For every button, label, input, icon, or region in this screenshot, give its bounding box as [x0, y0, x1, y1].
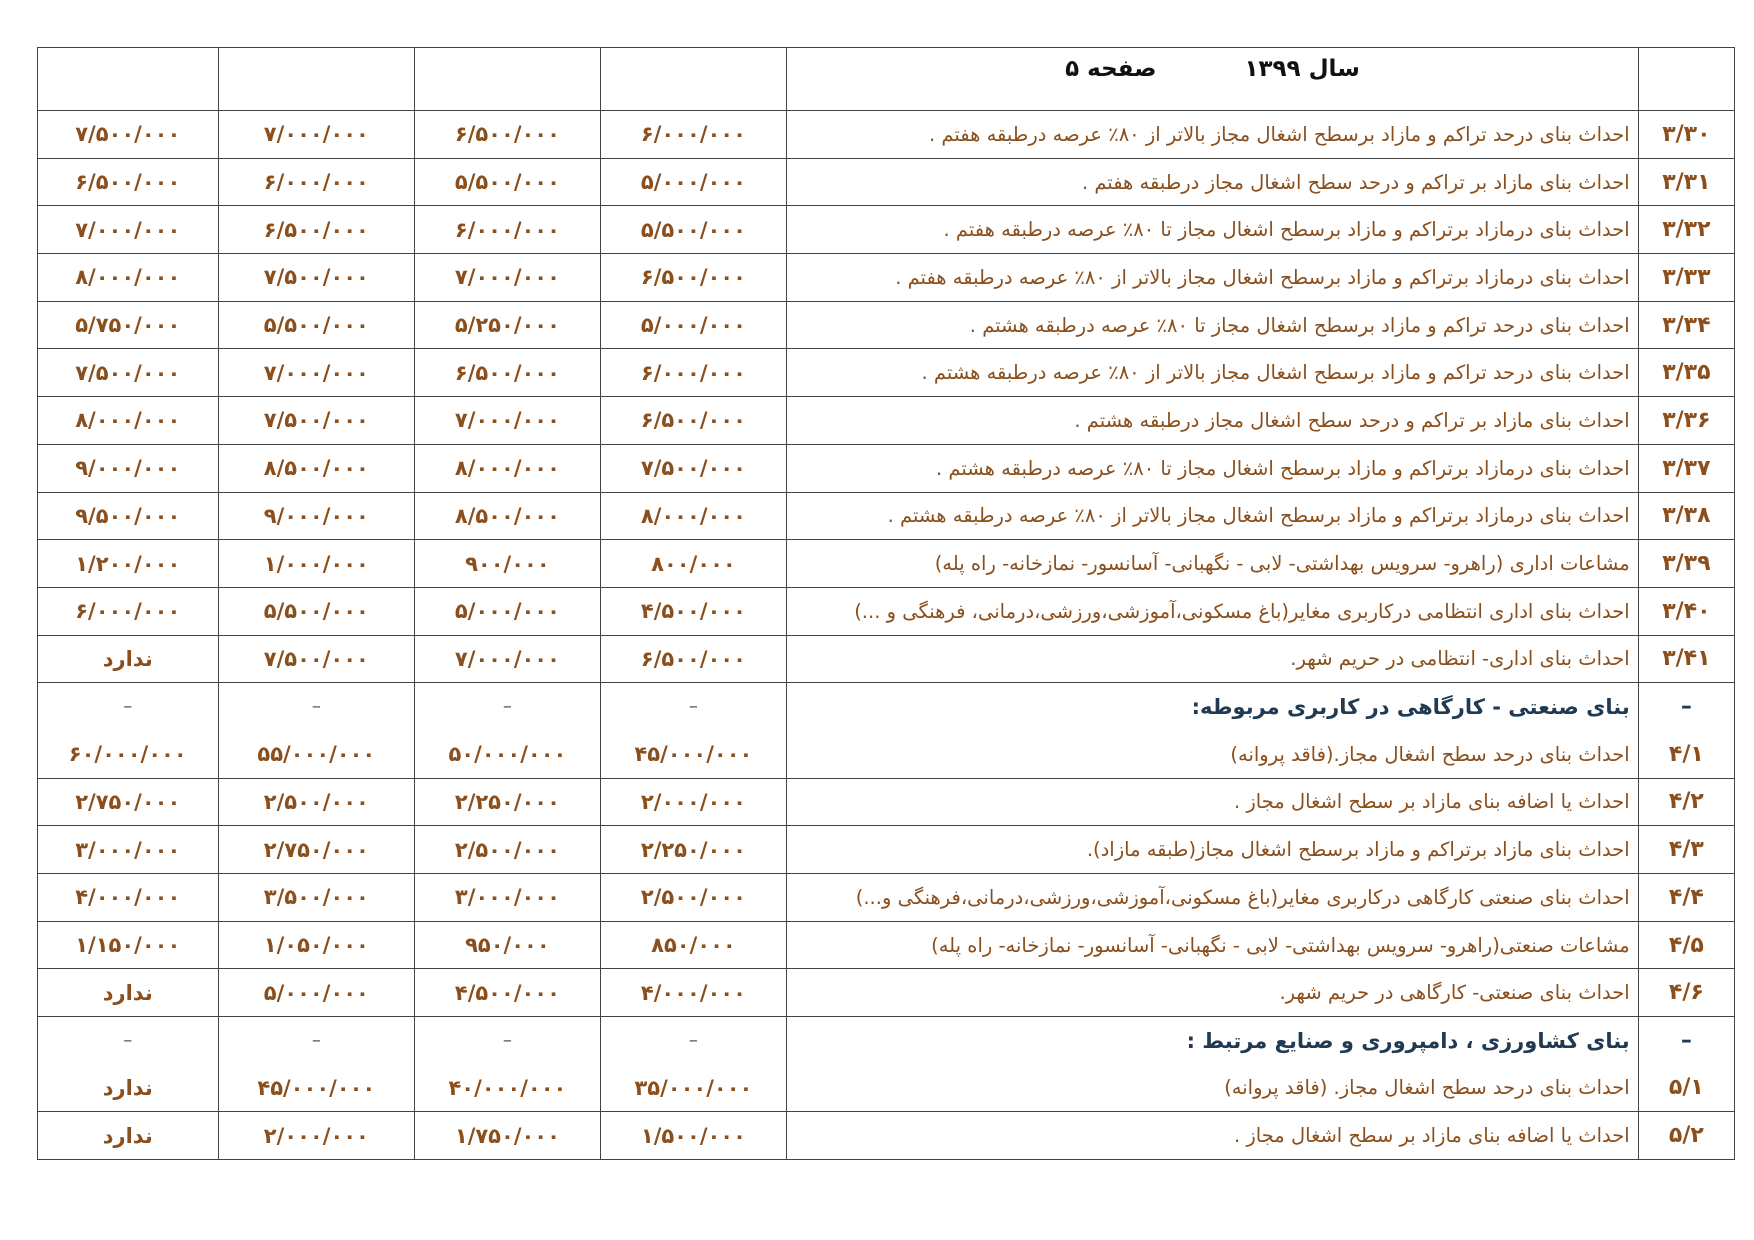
table-row [38, 874, 1735, 922]
item-description: احداث بنای درمازاد برتراکم و مازاد برسطح اشغال مجاز تا ۸۰٪ عرصه درطبقه هشتم . [787, 444, 1639, 492]
fee-value-3: ۵/۵۰۰/۰۰۰ [218, 587, 415, 635]
fee-value-4: ۳/۰۰۰/۰۰۰ [38, 826, 219, 874]
fee-value-2: ۵/۵۰۰/۰۰۰ [415, 158, 601, 206]
fee-value-3: ۶/۰۰۰/۰۰۰ [218, 158, 415, 206]
fee-value-2: ۶/۵۰۰/۰۰۰ [415, 349, 601, 397]
fee-value-3: ۷/۵۰۰/۰۰۰ [218, 254, 415, 302]
fee-value-2: ۶/۰۰۰/۰۰۰ [415, 206, 601, 254]
fee-value-4: ۵/۷۵۰/۰۰۰ [38, 301, 219, 349]
item-code: ۴/۴ [1638, 874, 1734, 922]
table-row [38, 921, 1735, 969]
fee-value-3: ۷/۵۰۰/۰۰۰ [218, 397, 415, 445]
fee-value-3: ۷/۵۰۰/۰۰۰ [218, 635, 415, 683]
fee-value-1: ۳۵/۰۰۰/۰۰۰ [600, 1064, 787, 1112]
header-code-cell [1638, 48, 1734, 111]
section-header-row [38, 683, 1735, 731]
item-description: احداث بنای درحد تراکم و مازاد برسطح اشغال مجاز بالاتر از ۸۰٪ عرصه درطبقه هفتم . [787, 111, 1639, 159]
fee-value-4: – [38, 683, 219, 731]
fee-value-3: ۲/۷۵۰/۰۰۰ [218, 826, 415, 874]
fee-value-1: ۸۰۰/۰۰۰ [600, 540, 787, 588]
item-code: ۵/۱ [1638, 1064, 1734, 1112]
table-row [38, 969, 1735, 1017]
fee-value-1: ۸/۰۰۰/۰۰۰ [600, 492, 787, 540]
header-empty-cell [218, 48, 415, 111]
item-code: – [1638, 683, 1734, 731]
fee-value-1: ۷/۵۰۰/۰۰۰ [600, 444, 787, 492]
fee-value-1: ۴/۵۰۰/۰۰۰ [600, 587, 787, 635]
fee-value-2: ۵/۲۵۰/۰۰۰ [415, 301, 601, 349]
fee-value-4: ندارد [38, 1064, 219, 1112]
header-empty-cell [415, 48, 601, 111]
section-title: بنای کشاورزی ، دامپروری و صنایع مرتبط : [787, 1017, 1639, 1065]
fee-value-1: ۶/۵۰۰/۰۰۰ [600, 254, 787, 302]
fee-value-3: ۵/۰۰۰/۰۰۰ [218, 969, 415, 1017]
header-row [38, 48, 1735, 111]
year-label: سال ۱۳۹۹ [1244, 56, 1360, 82]
item-description: مشاعات صنعتی(راهرو- سرویس بهداشتی- لابی - نگهبانی- آسانسور- نمازخانه- راه پله) [787, 921, 1639, 969]
table-row [38, 826, 1735, 874]
page-title [787, 48, 1639, 111]
fee-value-1: ۵/۰۰۰/۰۰۰ [600, 158, 787, 206]
fee-value-1: ۴/۰۰۰/۰۰۰ [600, 969, 787, 1017]
fee-value-4: ندارد [38, 969, 219, 1017]
item-description: احداث بنای درحد تراکم و مازاد برسطح اشغال مجاز بالاتر از ۸۰٪ عرصه درطبقه هشتم . [787, 349, 1639, 397]
fee-value-4: ۶/۵۰۰/۰۰۰ [38, 158, 219, 206]
fee-value-4: ۷/۰۰۰/۰۰۰ [38, 206, 219, 254]
fee-value-1: ۶/۵۰۰/۰۰۰ [600, 397, 787, 445]
fee-value-2: ۵۰/۰۰۰/۰۰۰ [415, 730, 601, 778]
item-description: احداث یا اضافه بنای مازاد بر سطح اشغال مجاز . [787, 778, 1639, 826]
fee-value-2: ۴/۵۰۰/۰۰۰ [415, 969, 601, 1017]
item-code: ۳/۳۳ [1638, 254, 1734, 302]
fee-value-1: ۵/۰۰۰/۰۰۰ [600, 301, 787, 349]
table-row [38, 254, 1735, 302]
item-description: احداث بنای درحد تراکم و مازاد برسطح اشغال مجاز تا ۸۰٪ عرصه درطبقه هشتم . [787, 301, 1639, 349]
fee-value-3: ۵/۵۰۰/۰۰۰ [218, 301, 415, 349]
table-row [38, 301, 1735, 349]
fee-value-4: ۴/۰۰۰/۰۰۰ [38, 874, 219, 922]
fee-value-3: ۳/۵۰۰/۰۰۰ [218, 874, 415, 922]
table-row [38, 1112, 1735, 1160]
fee-value-2: ۶/۵۰۰/۰۰۰ [415, 111, 601, 159]
fee-value-3: ۶/۵۰۰/۰۰۰ [218, 206, 415, 254]
fee-value-2: ۴۰/۰۰۰/۰۰۰ [415, 1064, 601, 1112]
fee-table [37, 47, 1735, 1160]
fee-value-1: ۲/۰۰۰/۰۰۰ [600, 778, 787, 826]
fee-value-3: ۱/۰۵۰/۰۰۰ [218, 921, 415, 969]
fee-value-1: ۲/۲۵۰/۰۰۰ [600, 826, 787, 874]
header-empty-cell [38, 48, 219, 111]
item-code: ۳/۳۶ [1638, 397, 1734, 445]
fee-value-2: ۵/۰۰۰/۰۰۰ [415, 587, 601, 635]
fee-value-2: ۷/۰۰۰/۰۰۰ [415, 254, 601, 302]
fee-value-4: ندارد [38, 635, 219, 683]
item-description: احداث بنای درحد سطح اشغال مجاز.(فاقد پروانه) [787, 730, 1639, 778]
fee-value-4: ۹/۵۰۰/۰۰۰ [38, 492, 219, 540]
fee-value-1: ۶/۰۰۰/۰۰۰ [600, 111, 787, 159]
item-code: ۴/۲ [1638, 778, 1734, 826]
table-row [38, 778, 1735, 826]
item-code: ۳/۳۲ [1638, 206, 1734, 254]
item-code: – [1638, 1017, 1734, 1065]
header-empty-cell [600, 48, 787, 111]
fee-value-2: ۷/۰۰۰/۰۰۰ [415, 397, 601, 445]
fee-value-4: – [38, 1017, 219, 1065]
fee-value-1: ۶/۰۰۰/۰۰۰ [600, 349, 787, 397]
section-title: بنای صنعتی - کارگاهی در کاربری مربوطه: [787, 683, 1639, 731]
fee-value-3: ۸/۵۰۰/۰۰۰ [218, 444, 415, 492]
item-description: احداث بنای درمازاد برتراکم و مازاد برسطح اشغال مجاز بالاتر از ۸۰٪ عرصه درطبقه هفتم . [787, 254, 1639, 302]
table-row [38, 397, 1735, 445]
table-row [38, 111, 1735, 159]
fee-value-1: – [600, 1017, 787, 1065]
fee-value-3: ۱/۰۰۰/۰۰۰ [218, 540, 415, 588]
item-description: مشاعات اداری (راهرو- سرویس بهداشتی- لابی - نگهبانی- آسانسور- نمازخانه- راه پله) [787, 540, 1639, 588]
fee-value-1: ۴۵/۰۰۰/۰۰۰ [600, 730, 787, 778]
fee-value-4: ۱/۲۰۰/۰۰۰ [38, 540, 219, 588]
fee-value-2: ۸/۵۰۰/۰۰۰ [415, 492, 601, 540]
table-row [38, 492, 1735, 540]
item-code: ۴/۳ [1638, 826, 1734, 874]
item-code: ۳/۴۰ [1638, 587, 1734, 635]
fee-value-3: ۹/۰۰۰/۰۰۰ [218, 492, 415, 540]
fee-value-2: ۲/۲۵۰/۰۰۰ [415, 778, 601, 826]
item-description: احداث یا اضافه بنای مازاد بر سطح اشغال مجاز . [787, 1112, 1639, 1160]
item-description: احداث بنای صنعتی- کارگاهی در حریم شهر. [787, 969, 1639, 1017]
fee-value-3: ۷/۰۰۰/۰۰۰ [218, 349, 415, 397]
fee-value-4: ۹/۰۰۰/۰۰۰ [38, 444, 219, 492]
fee-value-3: ۲/۵۰۰/۰۰۰ [218, 778, 415, 826]
item-code: ۳/۳۰ [1638, 111, 1734, 159]
section-header-row [38, 1017, 1735, 1065]
fee-value-3: – [218, 683, 415, 731]
fee-value-3: ۴۵/۰۰۰/۰۰۰ [218, 1064, 415, 1112]
fee-value-4: ۱/۱۵۰/۰۰۰ [38, 921, 219, 969]
item-code: ۴/۵ [1638, 921, 1734, 969]
item-description: احداث بنای درحد سطح اشغال مجاز. (فاقد پروانه) [787, 1064, 1639, 1112]
fee-value-4: ندارد [38, 1112, 219, 1160]
item-description: احداث بنای مازاد بر تراکم و درحد سطح اشغال مجاز درطبقه هشتم . [787, 397, 1639, 445]
table-row [38, 635, 1735, 683]
fee-value-1: ۶/۵۰۰/۰۰۰ [600, 635, 787, 683]
item-description: احداث بنای مازاد بر تراکم و درحد سطح اشغال مجاز درطبقه هفتم . [787, 158, 1639, 206]
table-row [38, 1064, 1735, 1112]
fee-value-1: – [600, 683, 787, 731]
item-code: ۳/۳۵ [1638, 349, 1734, 397]
item-description: احداث بنای مازاد برتراکم و مازاد برسطح اشغال مجاز(طبقه مازاد). [787, 826, 1639, 874]
item-code: ۳/۴۱ [1638, 635, 1734, 683]
fee-value-4: ۸/۰۰۰/۰۰۰ [38, 254, 219, 302]
fee-value-2: ۹۰۰/۰۰۰ [415, 540, 601, 588]
fee-value-4: ۶۰/۰۰۰/۰۰۰ [38, 730, 219, 778]
fee-value-2: ۱/۷۵۰/۰۰۰ [415, 1112, 601, 1160]
fee-value-2: ۷/۰۰۰/۰۰۰ [415, 635, 601, 683]
item-code: ۳/۳۸ [1638, 492, 1734, 540]
item-description: احداث بنای اداری انتظامی درکاربری مغایر(باغ مسکونی،آموزشی،ورزشی،درمانی، فرهنگی و ...) [787, 587, 1639, 635]
table-row [38, 730, 1735, 778]
item-code: ۳/۳۴ [1638, 301, 1734, 349]
item-description: احداث بنای درمازاد برتراکم و مازاد برسطح اشغال مجاز تا ۸۰٪ عرصه درطبقه هفتم . [787, 206, 1639, 254]
fee-value-1: ۲/۵۰۰/۰۰۰ [600, 874, 787, 922]
fee-value-1: ۵/۵۰۰/۰۰۰ [600, 206, 787, 254]
fee-value-2: – [415, 683, 601, 731]
fee-value-1: ۸۵۰/۰۰۰ [600, 921, 787, 969]
item-code: ۴/۶ [1638, 969, 1734, 1017]
fee-value-3: – [218, 1017, 415, 1065]
table-row [38, 444, 1735, 492]
fee-value-1: ۱/۵۰۰/۰۰۰ [600, 1112, 787, 1160]
item-code: ۳/۳۹ [1638, 540, 1734, 588]
fee-value-4: ۲/۷۵۰/۰۰۰ [38, 778, 219, 826]
item-description: احداث بنای درمازاد برتراکم و مازاد برسطح اشغال مجاز بالاتر از ۸۰٪ عرصه درطبقه هشتم . [787, 492, 1639, 540]
item-code: ۴/۱ [1638, 730, 1734, 778]
page-label: صفحه ۵ [1065, 56, 1157, 82]
table-row [38, 587, 1735, 635]
fee-value-4: ۸/۰۰۰/۰۰۰ [38, 397, 219, 445]
fee-value-4: ۶/۰۰۰/۰۰۰ [38, 587, 219, 635]
table-row [38, 206, 1735, 254]
fee-value-2: ۲/۵۰۰/۰۰۰ [415, 826, 601, 874]
item-description: احداث بنای صنعتی کارگاهی درکاربری مغایر(باغ مسکونی،آموزشی،ورزشی،درمانی،فرهنگی و...) [787, 874, 1639, 922]
fee-value-4: ۷/۵۰۰/۰۰۰ [38, 111, 219, 159]
fee-value-2: – [415, 1017, 601, 1065]
fee-value-2: ۸/۰۰۰/۰۰۰ [415, 444, 601, 492]
fee-value-3: ۵۵/۰۰۰/۰۰۰ [218, 730, 415, 778]
fee-value-3: ۷/۰۰۰/۰۰۰ [218, 111, 415, 159]
item-code: ۳/۳۱ [1638, 158, 1734, 206]
table-row [38, 540, 1735, 588]
fee-value-2: ۹۵۰/۰۰۰ [415, 921, 601, 969]
item-code: ۵/۲ [1638, 1112, 1734, 1160]
table-row [38, 349, 1735, 397]
item-code: ۳/۳۷ [1638, 444, 1734, 492]
fee-value-3: ۲/۰۰۰/۰۰۰ [218, 1112, 415, 1160]
table-row [38, 158, 1735, 206]
fee-value-4: ۷/۵۰۰/۰۰۰ [38, 349, 219, 397]
item-description: احداث بنای اداری- انتظامی در حریم شهر. [787, 635, 1639, 683]
fee-value-2: ۳/۰۰۰/۰۰۰ [415, 874, 601, 922]
